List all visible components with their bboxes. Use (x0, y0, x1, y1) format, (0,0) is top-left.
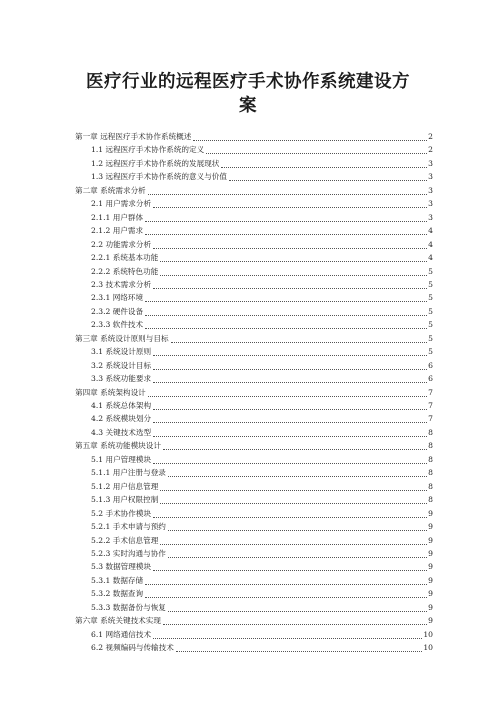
toc-entry-page-number: 10 (423, 629, 433, 639)
toc-entry[interactable] (91, 413, 433, 425)
toc-entry[interactable] (75, 440, 433, 452)
toc-entry-page-number: 3 (428, 185, 433, 195)
toc-entry[interactable] (75, 387, 433, 399)
toc-entry-page-number: 3 (428, 158, 433, 168)
toc-entry[interactable] (91, 561, 433, 573)
toc-entry-label: 1.3 远程医疗手术协作系统的意义与价值 (91, 172, 227, 182)
toc-dot-leader (153, 207, 427, 208)
toc-dot-leader (221, 167, 427, 168)
toc-entry[interactable] (91, 454, 433, 466)
toc-entry-page-number: 7 (428, 387, 433, 397)
toc-entry-label: 2.2 功能需求分析 (91, 239, 152, 249)
toc-dot-leader (160, 544, 427, 545)
toc-entry-label: 2.2.2 系统特色功能 (91, 266, 159, 276)
toc-entry-page-number: 9 (428, 616, 433, 626)
toc-entry-label: 第五章 系统功能模块设计 (75, 441, 161, 451)
toc-entry-page-number: 9 (428, 602, 433, 612)
toc-entry[interactable] (75, 333, 433, 345)
toc-dot-leader (153, 517, 427, 518)
toc-dot-leader (153, 355, 427, 356)
toc-entry-page-number: 2 (428, 132, 433, 141)
toc-dot-leader (153, 570, 427, 571)
toc-entry[interactable] (91, 319, 433, 331)
toc-entry-page-number: 7 (428, 401, 433, 410)
toc-entry-page-number: 5 (428, 320, 433, 330)
toc-entry[interactable] (91, 481, 433, 493)
toc-dot-leader (153, 369, 427, 370)
toc-entry-label: 第二章 系统需求分析 (75, 185, 146, 195)
toc-dot-leader (193, 140, 427, 141)
toc-entry[interactable] (91, 198, 433, 210)
toc-entry-label: 第六章 系统关键技术实现 (75, 616, 161, 626)
toc-entry[interactable] (91, 158, 433, 170)
toc-entry-label: 5.2.1 手术申请与预约 (91, 522, 166, 532)
toc-entry-page-number: 8 (428, 468, 433, 478)
toc-entry-label: 2.3 技术需求分析 (91, 279, 152, 289)
toc-entry-page-number: 8 (428, 427, 433, 437)
toc-entry-page-number: 9 (428, 522, 433, 532)
toc-entry-label: 5.1 用户管理模块 (91, 454, 152, 464)
toc-entry-page-number: 7 (428, 414, 433, 424)
toc-entry-label: 3.2 系统设计目标 (91, 360, 152, 370)
toc-entry[interactable] (91, 575, 433, 587)
toc-entry-page-number: 9 (428, 589, 433, 599)
toc-entry-page-number: 9 (428, 548, 433, 558)
toc-entry-page-number: 6 (428, 360, 433, 370)
toc-entry-page-number: 8 (428, 441, 433, 451)
toc-entry-label: 5.1.3 用户权限控制 (91, 495, 159, 505)
toc-entry[interactable] (91, 400, 433, 412)
toc-entry-label: 6.1 网络通信技术 (91, 629, 152, 639)
toc-entry-page-number: 8 (428, 454, 433, 464)
toc-dot-leader (229, 180, 427, 181)
toc-entry-label: 5.3.2 数据查询 (91, 589, 144, 599)
toc-dot-leader (153, 248, 427, 249)
toc-dot-leader (145, 584, 427, 585)
toc-dot-leader (145, 221, 427, 222)
toc-entry[interactable] (91, 346, 433, 358)
toc-dot-leader (168, 611, 427, 612)
toc-entry[interactable] (91, 535, 433, 547)
toc-dot-leader (148, 396, 427, 397)
toc-entry-label: 2.2.1 系统基本功能 (91, 253, 159, 263)
toc-dot-leader (160, 275, 427, 276)
toc-entry[interactable] (91, 548, 433, 560)
toc-entry-label: 5.1.1 用户注册与登录 (91, 468, 166, 478)
toc-entry-page-number: 3 (428, 199, 433, 209)
toc-dot-leader (153, 436, 427, 437)
toc-entry[interactable] (75, 185, 433, 197)
toc-entry-page-number: 5 (428, 266, 433, 276)
toc-entry-page-number: 5 (428, 347, 433, 357)
document-title-line-1: 医疗行业的远程医疗手术协作系统建设方 (86, 72, 410, 92)
toc-dot-leader (153, 463, 427, 464)
toc-dot-leader (163, 449, 427, 450)
toc-entry-page-number: 3 (428, 212, 433, 222)
toc-dot-leader (171, 342, 428, 343)
toc-dot-leader (163, 624, 427, 625)
toc-entry-label: 5.3.3 数据备份与恢复 (91, 602, 166, 612)
toc-entry[interactable] (91, 171, 433, 183)
toc-dot-leader (160, 490, 427, 491)
toc-dot-leader (153, 422, 427, 423)
toc-dot-leader (160, 261, 427, 262)
toc-dot-leader (153, 382, 427, 383)
toc-entry-label: 3.3 系统功能要求 (91, 374, 152, 384)
toc-entry[interactable] (91, 427, 433, 439)
toc-entry[interactable] (75, 615, 433, 627)
toc-entry[interactable] (91, 642, 433, 654)
toc-dot-leader (153, 638, 422, 639)
toc-dot-leader (148, 194, 427, 195)
toc-entry[interactable] (91, 239, 433, 251)
toc-entry-label: 4.1 系统总体架构 (91, 401, 152, 410)
toc-entry-label: 1.2 远程医疗手术协作系统的发展现状 (91, 158, 220, 168)
toc-entry-page-number: 9 (428, 562, 433, 572)
toc-entry[interactable] (91, 306, 433, 318)
toc-entry[interactable] (91, 508, 433, 520)
toc-entry-label: 第一章 远程医疗手术协作系统概述 (75, 132, 192, 141)
toc-entry-page-number: 8 (428, 495, 433, 505)
toc-entry-label: 5.2 手术协作模块 (91, 508, 152, 518)
toc-entry-page-number: 5 (428, 306, 433, 316)
toc-entry-page-number: 6 (428, 374, 433, 384)
toc-dot-leader (168, 557, 427, 558)
document-title (60, 70, 436, 118)
toc-entry[interactable] (91, 279, 433, 291)
toc-dot-leader (153, 288, 427, 289)
toc-entry-label: 4.3 关键技术选型 (91, 427, 152, 437)
toc-entry-label: 第三章 系统设计原则与目标 (75, 333, 169, 343)
toc-entry[interactable] (75, 131, 433, 143)
toc-dot-leader (176, 651, 422, 652)
toc-entry-page-number: 8 (428, 481, 433, 491)
toc-entry-page-number: 9 (428, 508, 433, 518)
toc-entry[interactable] (91, 602, 433, 614)
toc-dot-leader (206, 153, 427, 154)
toc-entry-label: 1.1 远程医疗手术协作系统的定义 (91, 145, 205, 155)
toc-entry-page-number: 4 (428, 253, 433, 263)
toc-entry-label: 3.1 系统设计原则 (91, 347, 152, 357)
toc-entry-page-number: 4 (428, 239, 433, 249)
toc-entry-page-number: 5 (428, 279, 433, 289)
toc-entry-label: 5.2.3 实时沟通与协作 (91, 548, 166, 558)
toc-entry[interactable] (91, 629, 433, 641)
toc-entry[interactable] (91, 266, 433, 278)
toc-dot-leader (168, 530, 427, 531)
toc-entry[interactable] (91, 494, 433, 506)
toc-entry[interactable] (91, 588, 433, 600)
toc-entry-page-number: 9 (428, 535, 433, 545)
toc-dot-leader (168, 476, 427, 477)
toc-entry-label: 2.1 用户需求分析 (91, 199, 152, 209)
toc-entry-label: 2.3.3 软件技术 (91, 320, 144, 330)
document-title-line-2: 案 (239, 96, 257, 116)
toc-entry[interactable] (91, 212, 433, 224)
toc-dot-leader (145, 328, 427, 329)
toc-entry-page-number: 5 (428, 333, 433, 343)
toc-entry-page-number: 3 (428, 172, 433, 182)
toc-entry[interactable] (91, 225, 433, 237)
toc-entry[interactable] (91, 467, 433, 479)
toc-entry-label: 6.2 视频编码与传输技术 (91, 643, 174, 653)
toc-entry-page-number: 9 (428, 575, 433, 585)
toc-entry-label: 5.3.1 数据存储 (91, 575, 144, 585)
toc-entry-label: 第四章 系统架构设计 (75, 387, 146, 397)
toc-entry[interactable] (91, 144, 433, 156)
toc-dot-leader (153, 409, 427, 410)
toc-entry-page-number: 10 (423, 643, 433, 653)
toc-entry-label: 2.1.1 用户群体 (91, 212, 144, 222)
toc-dot-leader (145, 315, 427, 316)
toc-dot-leader (145, 301, 427, 302)
toc-entry[interactable] (91, 360, 433, 372)
toc-entry-page-number: 4 (428, 226, 433, 236)
toc-dot-leader (160, 503, 427, 504)
toc-entry[interactable] (91, 373, 433, 385)
toc-entry-page-number: 2 (428, 145, 433, 155)
toc-entry[interactable] (91, 292, 433, 304)
toc-dot-leader (145, 234, 427, 235)
toc-entry-label: 5.2.2 手术信息管理 (91, 535, 159, 545)
toc-entry-page-number: 5 (428, 293, 433, 303)
toc-entry-label: 4.2 系统模块划分 (91, 414, 152, 424)
toc-entry-label: 2.3.1 网络环境 (91, 293, 144, 303)
toc-entry-label: 5.3 数据管理模块 (91, 562, 152, 572)
toc-entry[interactable] (91, 252, 433, 264)
toc-entry-label: 5.1.2 用户信息管理 (91, 481, 159, 491)
toc-entry[interactable] (91, 521, 433, 533)
toc-entry-label: 2.1.2 用户需求 (91, 226, 144, 236)
toc-dot-leader (145, 597, 427, 598)
toc-entry-label: 2.3.2 硬件设备 (91, 306, 144, 316)
